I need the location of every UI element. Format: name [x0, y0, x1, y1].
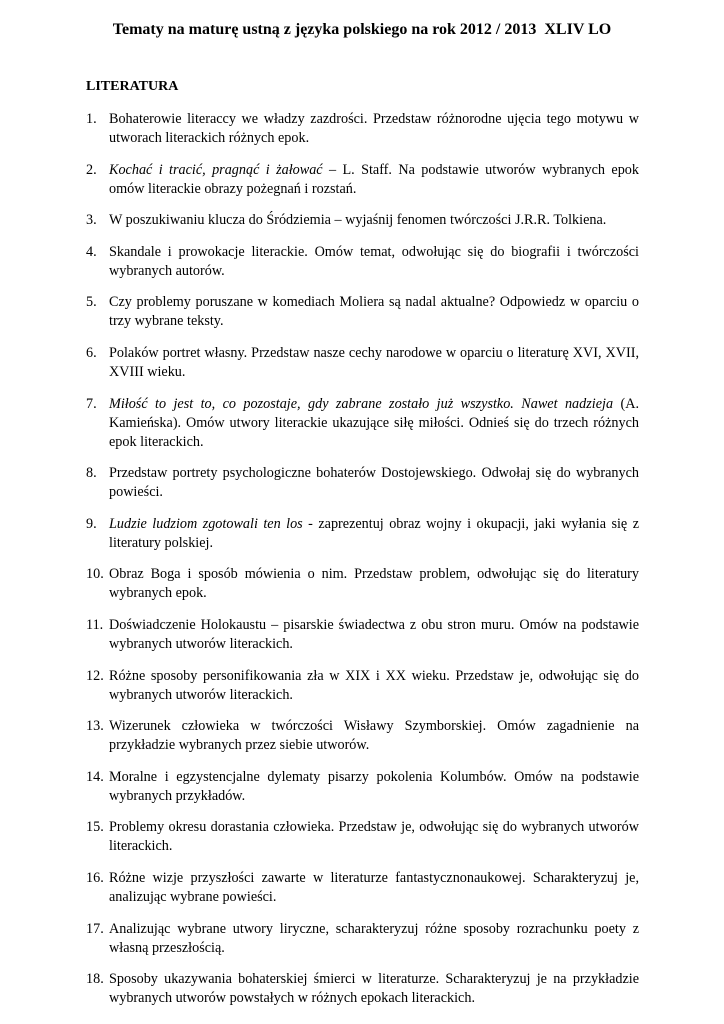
item-text: Problemy okresu dorastania człowieka. Przedstaw je, odwołując się do wybranych utworów literackich. [109, 819, 639, 855]
list-item [86, 161, 639, 199]
item-text: Obraz Boga i sposób mówienia o nim. Przedstaw problem, odwołując się do literatury wybranych epok. [109, 566, 639, 602]
item-number: 7. [86, 395, 97, 412]
list-item [86, 818, 639, 856]
item-number: 18. [86, 971, 104, 988]
list-item [86, 920, 639, 958]
item-text: (A. Kamieńska). Omów utwory literackie ukazujące siłę miłości. Odnieś się do trzech różnych epok literackich. [109, 395, 639, 450]
item-number: 14. [86, 768, 104, 785]
list-item [86, 565, 639, 603]
item-number: 2. [86, 161, 97, 178]
item-text: Bohaterowie literaccy we władzy zazdrości. Przedstaw różnorodne ujęcia tego motywu w utworach literackich różnych epok. [109, 111, 639, 146]
item-number: 1. [86, 111, 97, 127]
list-item [86, 211, 639, 230]
item-quote: Ludzie ludziom zgotowali ten los [109, 515, 303, 532]
list-item [86, 667, 639, 705]
item-number: 5. [86, 294, 97, 311]
topic-list [86, 110, 639, 1021]
item-number: 6. [86, 344, 97, 361]
list-item [86, 110, 639, 148]
item-text: Polaków portret własny. Przedstaw nasze cechy narodowe w oparciu o literaturę XVI, XVII, XVIII wieku. [109, 344, 639, 380]
list-item [86, 243, 639, 281]
item-number: 11. [86, 616, 104, 633]
item-number: 17. [86, 920, 104, 937]
list-item [86, 616, 639, 654]
section-heading: LITERATURA [86, 79, 179, 94]
item-text: Analizując wybrane utwory liryczne, scharakteryzuj różne sposoby rozrachunku poety z własną przeszłością. [109, 920, 639, 956]
list-item [86, 395, 639, 452]
page-title: Tematy na maturę ustną z języka polskiego na rok 2012 / 2013 XLIV LO [112, 21, 612, 38]
item-number: 15. [86, 819, 104, 836]
item-number: 12. [86, 667, 104, 684]
item-number: 16. [86, 869, 104, 886]
item-number: 13. [86, 718, 104, 735]
list-item [86, 515, 639, 553]
list-item [86, 717, 639, 755]
item-quote: Kochać i tracić, pragnąć i żałować [109, 161, 323, 178]
list-item [86, 869, 639, 907]
item-number: 3. [86, 212, 97, 229]
item-number: 4. [86, 243, 97, 260]
item-text: Skandale i prowokacje literackie. Omów temat, odwołując się do biografii i twórczości wybranych autorów. [109, 243, 639, 279]
list-item [86, 293, 639, 331]
item-number: 10. [86, 566, 104, 583]
item-text: - zaprezentuj obraz wojny i okupacji, jaki wyłania się z literatury polskiej. [109, 515, 639, 551]
item-text: – L. Staff. Na podstawie utworów wybranych epok omów literackie obrazy pożegnań i rozstań. [109, 161, 639, 197]
item-text: Różne sposoby personifikowania zła w XIX i XX wieku. Przedstaw je, odwołując się do wybranych utworów literackich. [109, 667, 639, 703]
item-number: 8. [86, 465, 97, 482]
list-item [86, 344, 639, 382]
item-text: W poszukiwaniu klucza do Śródziemia – wyjaśnij fenomen twórczości J.R.R. Tolkiena. [109, 212, 607, 229]
item-text: Moralne i egzystencjalne dylematy pisarzy pokolenia Kolumbów. Omów na podstawie wybranych przykładów. [109, 768, 639, 804]
list-item [86, 768, 639, 806]
item-text: Przedstaw portrety psychologiczne bohaterów Dostojewskiego. Odwołaj się do wybranych powieści. [109, 465, 639, 501]
list-item [86, 464, 639, 502]
item-text: Wizerunek człowieka w twórczości Wisławy Szymborskiej. Omów zagadnienie na przykładzie wybranych przez siebie utworów. [109, 718, 639, 754]
list-item [86, 970, 639, 1008]
item-text: Doświadczenie Holokaustu – pisarskie świadectwa z obu stron muru. Omów na podstawie wybranych utworów literackich. [109, 616, 639, 652]
item-text: Czy problemy poruszane w komediach Moliera są nadal aktualne? Odpowiedz w oparciu o trzy wybrane teksty. [109, 294, 639, 330]
item-text: Sposoby ukazywania bohaterskiej śmierci w literaturze. Scharakteryzuj je na przykładzie wybranych utworów powstałych w różnych epokach literackich. [109, 971, 639, 1007]
item-text: Różne wizje przyszłości zawarte w literaturze fantastycznonaukowej. Scharakteryzuj je, analizując wybrane powieści. [109, 869, 639, 905]
item-quote: Miłość to jest to, co pozostaje, gdy zabrane zostało już wszystko. Nawet nadzieja [109, 395, 614, 412]
item-number: 9. [86, 515, 97, 532]
